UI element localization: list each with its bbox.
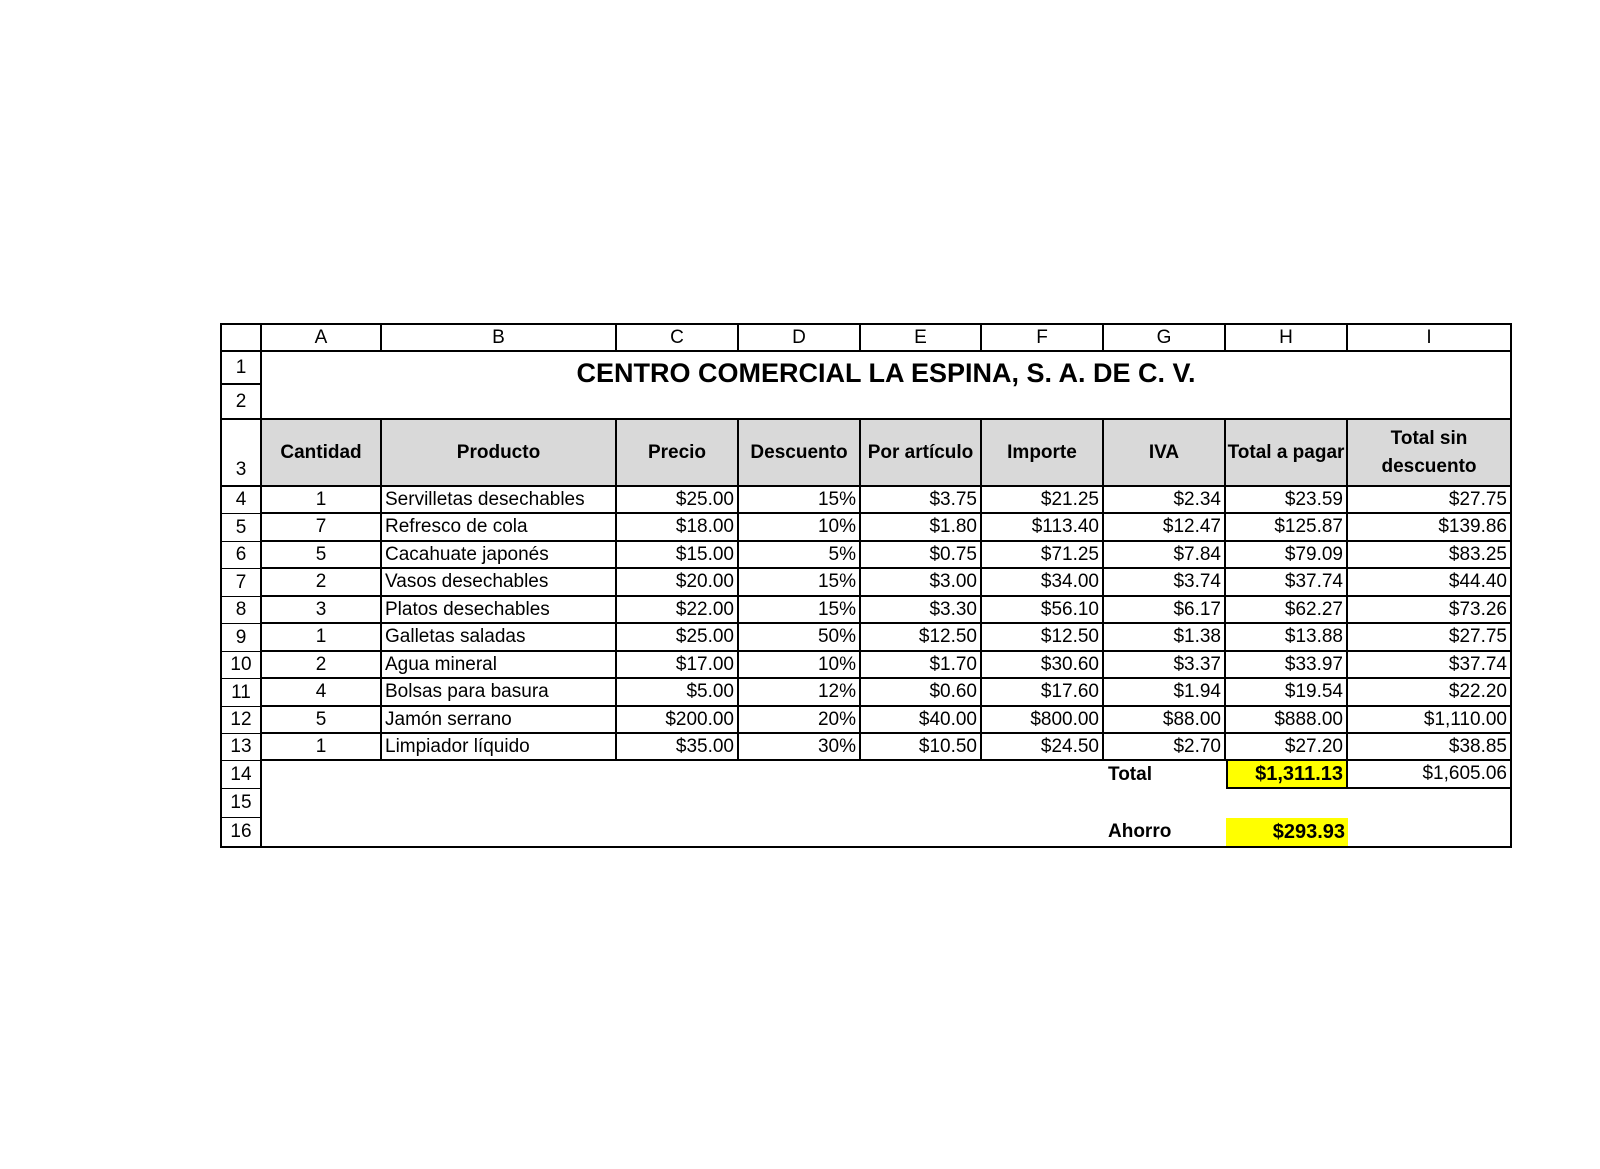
table-cell[interactable]: $7.84 [1104,542,1226,569]
spreadsheet [220,323,1512,848]
column-header-h[interactable]: H [1226,325,1348,352]
column-header-a[interactable]: A [262,325,382,352]
table-cell[interactable]: Galletas saladas [382,624,617,652]
table-cell[interactable]: 50% [739,624,861,652]
table-cell[interactable]: Jamón serrano [382,707,617,734]
savings-label: Ahorro [1108,821,1172,842]
row-header[interactable]: 14 [222,761,262,789]
table-cell[interactable]: $23.59 [1226,487,1348,514]
table-cell[interactable]: $20.00 [617,569,739,597]
row-header[interactable]: 15 [222,789,262,818]
table-cell[interactable]: $22.20 [1348,679,1510,707]
table-cell[interactable]: 15% [739,487,861,514]
table-cell[interactable]: $37.74 [1226,569,1348,597]
row-header[interactable]: 4 [222,487,262,514]
table-cell[interactable]: $38.85 [1348,734,1510,761]
table-cell[interactable]: Refresco de cola [382,514,617,542]
table-cell[interactable]: $0.60 [861,679,982,707]
table-cell[interactable]: 5 [262,542,382,569]
table-cell[interactable]: $37.74 [1348,652,1510,679]
table-cell[interactable]: 1 [262,624,382,652]
column-title: IVA [1104,420,1226,487]
row-header[interactable]: 5 [222,514,262,542]
table-cell[interactable]: $18.00 [617,514,739,542]
row-header[interactable]: 10 [222,652,262,679]
table-cell[interactable]: Bolsas para basura [382,679,617,707]
table-cell[interactable]: Cacahuate japonés [382,542,617,569]
table-cell[interactable]: 7 [262,514,382,542]
total-sin-descuento: $1,605.06 [1348,761,1510,789]
select-all-corner[interactable] [222,325,262,352]
table-cell[interactable]: 1 [262,734,382,761]
column-title: Cantidad [262,420,382,487]
row-header[interactable]: 16 [222,818,262,846]
table-cell[interactable]: Limpiador líquido [382,734,617,761]
column-header-i[interactable]: I [1348,325,1510,352]
table-cell[interactable]: 15% [739,569,861,597]
column-title: Precio [617,420,739,487]
table-cell[interactable]: $6.17 [1104,597,1226,624]
column-title: Producto [382,420,617,487]
table-cell[interactable]: $44.40 [1348,569,1510,597]
table-cell[interactable]: $24.50 [982,734,1104,761]
row-header[interactable]: 13 [222,734,262,761]
table-cell[interactable]: $0.75 [861,542,982,569]
table-cell[interactable]: $113.40 [982,514,1104,542]
table-cell[interactable]: 10% [739,652,861,679]
table-cell[interactable]: 2 [262,569,382,597]
table-cell[interactable]: $34.00 [982,569,1104,597]
table-cell[interactable]: $1.38 [1104,624,1226,652]
table-cell[interactable]: $71.25 [982,542,1104,569]
table-cell[interactable]: Platos desechables [382,597,617,624]
column-title: Por artículo [861,420,982,487]
table-cell[interactable]: $88.00 [1104,707,1226,734]
savings-value: $293.93 [1226,818,1348,846]
table-cell[interactable]: $139.86 [1348,514,1510,542]
table-cell[interactable]: 30% [739,734,861,761]
table-cell[interactable]: $1.80 [861,514,982,542]
table-cell[interactable]: 20% [739,707,861,734]
table-cell[interactable]: $888.00 [1226,707,1348,734]
table-cell[interactable]: $27.75 [1348,487,1510,514]
column-header-b[interactable]: B [382,325,617,352]
table-cell[interactable]: $33.97 [1226,652,1348,679]
table-cell[interactable]: $5.00 [617,679,739,707]
row-header[interactable]: 9 [222,624,262,652]
table-cell[interactable]: $27.75 [1348,624,1510,652]
row-header[interactable]: 11 [222,679,262,707]
table-cell[interactable]: 5% [739,542,861,569]
table-cell[interactable]: 3 [262,597,382,624]
table-cell[interactable]: $83.25 [1348,542,1510,569]
table-cell[interactable]: $12.50 [861,624,982,652]
table-cell[interactable]: $22.00 [617,597,739,624]
table-cell[interactable]: $10.50 [861,734,982,761]
table-cell[interactable]: $19.54 [1226,679,1348,707]
table-cell[interactable]: $25.00 [617,624,739,652]
table-cell[interactable]: $25.00 [617,487,739,514]
row-header[interactable]: 12 [222,707,262,734]
total-label: Total [1108,764,1152,785]
table-cell[interactable]: $1,110.00 [1348,707,1510,734]
table-cell[interactable]: $73.26 [1348,597,1510,624]
table-cell[interactable]: $800.00 [982,707,1104,734]
table-cell[interactable]: $3.30 [861,597,982,624]
table-cell[interactable]: 4 [262,679,382,707]
table-cell[interactable]: $17.60 [982,679,1104,707]
column-title: Total sin descuento [1348,420,1510,487]
table-cell[interactable]: $2.34 [1104,487,1226,514]
column-header-c[interactable]: C [617,325,739,352]
table-cell[interactable]: Servilletas desechables [382,487,617,514]
table-cell[interactable]: 15% [739,597,861,624]
table-cell[interactable]: $12.50 [982,624,1104,652]
column-header-d[interactable]: D [739,325,861,352]
table-cell[interactable]: $125.87 [1226,514,1348,542]
table-cell[interactable]: $27.20 [1226,734,1348,761]
column-header-f[interactable]: F [982,325,1104,352]
table-cell[interactable]: $17.00 [617,652,739,679]
table-cell[interactable]: $1.94 [1104,679,1226,707]
table-cell[interactable]: 2 [262,652,382,679]
row-header[interactable]: 1 [222,352,262,385]
table-cell[interactable]: Agua mineral [382,652,617,679]
table-cell[interactable]: $30.60 [982,652,1104,679]
table-cell[interactable]: $15.00 [617,542,739,569]
table-cell[interactable]: 12% [739,679,861,707]
table-cell[interactable]: 1 [262,487,382,514]
table-cell[interactable]: $56.10 [982,597,1104,624]
table-cell[interactable]: $12.47 [1104,514,1226,542]
column-title: Descuento [739,420,861,487]
table-cell[interactable]: $3.00 [861,569,982,597]
table-cell[interactable]: $3.75 [861,487,982,514]
table-cell[interactable]: $35.00 [617,734,739,761]
table-cell[interactable]: $79.09 [1226,542,1348,569]
column-header-e[interactable]: E [861,325,982,352]
row-header[interactable]: 3 [222,420,262,487]
table-cell[interactable]: Vasos desechables [382,569,617,597]
table-cell[interactable]: $13.88 [1226,624,1348,652]
page-title: CENTRO COMERCIAL LA ESPINA, S. A. DE C. V. [262,352,1510,420]
column-header-g[interactable]: G [1104,325,1226,352]
table-cell[interactable]: $3.37 [1104,652,1226,679]
row-header[interactable]: 2 [222,385,262,420]
table-cell[interactable]: $2.70 [1104,734,1226,761]
table-cell[interactable]: $3.74 [1104,569,1226,597]
table-cell[interactable]: 10% [739,514,861,542]
table-cell[interactable]: $1.70 [861,652,982,679]
column-title: Total a pagar [1226,420,1348,487]
table-cell[interactable]: 5 [262,707,382,734]
table-cell[interactable]: $21.25 [982,487,1104,514]
row-header[interactable]: 6 [222,542,262,569]
row-header[interactable]: 8 [222,597,262,624]
table-cell[interactable]: $200.00 [617,707,739,734]
table-cell[interactable]: $62.27 [1226,597,1348,624]
table-cell[interactable]: $40.00 [861,707,982,734]
total-value: $1,311.13 [1226,761,1348,789]
row-header[interactable]: 7 [222,569,262,597]
column-title: Importe [982,420,1104,487]
